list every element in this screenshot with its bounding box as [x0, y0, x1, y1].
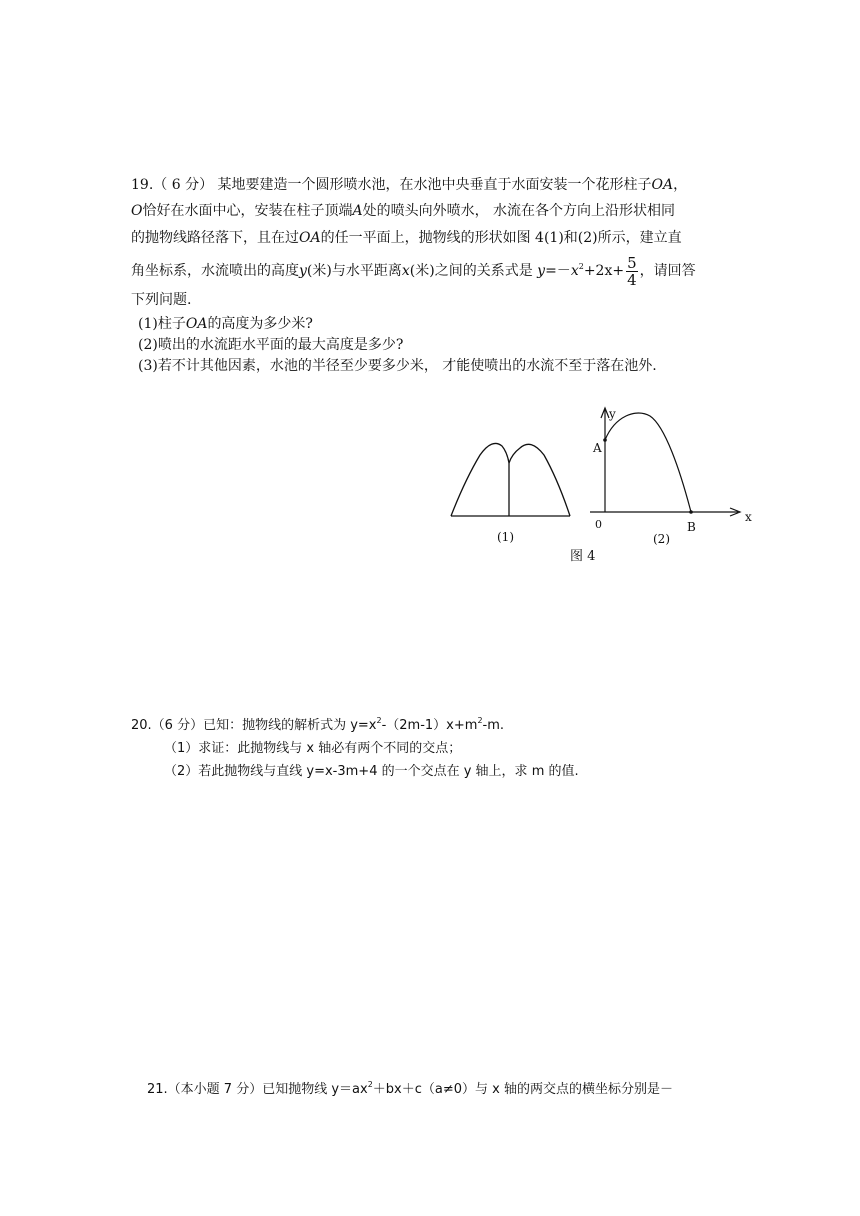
- q21-line-1: 21.（本小题 7 分）已知抛物线 $y=ax^2+bx+c(a\ne 0)$与 x 轴的两交点的横坐标分别是－: [147, 1080, 673, 1097]
- q20-part-1: （1）求证：此抛物线与 x 轴必有两个不同的交点；: [164, 741, 462, 756]
- o-label: O: [131, 203, 143, 219]
- q19-text: (米)与水平距离: [306, 263, 402, 279]
- q19-part-1: (1)柱子OA的高度为多少米?: [138, 316, 313, 332]
- figure-1-label: (1): [497, 530, 514, 544]
- parabola: [605, 413, 691, 512]
- fraction: $\frac{5}{4}$: [627, 253, 637, 289]
- q19-line-3: [131, 228, 682, 248]
- q20-line-1: 20.（6 分）已知：抛物线的解析式为 $y=x^2-(2m-1)x+m^2-m$.: [131, 716, 505, 733]
- q19-header: 19.（ 6 分） 某地要建造一个圆形喷水池，在水池中央垂直于水面安装一个花形柱子: [131, 177, 652, 193]
- q19-text: 的任一平面上，抛物线的形状如图 4(1)和(2)所示，建立直: [320, 230, 682, 246]
- q19-line-2: [131, 201, 675, 221]
- origin-label: 0: [595, 518, 602, 531]
- q19-part-2: (2)喷出的水流距水平面的最大高度是多少?: [138, 337, 404, 353]
- figure-4: [440, 400, 770, 570]
- point-a-dot: [603, 438, 607, 442]
- point-a-label: A: [593, 441, 602, 455]
- q19-line-5: 下列问题.: [131, 292, 192, 308]
- q19-text: (米)之间的关系式是: [409, 263, 533, 279]
- q19-text: 恰好在水面中心，安装在柱子顶端: [142, 203, 353, 219]
- figure-2-graph: [590, 408, 740, 516]
- q19-line-1: [131, 175, 687, 195]
- q19-part-3: (3)若不计其他因素，水池的半径至少要多少米， 才能使喷出的水流不至于落在池外.: [138, 358, 657, 374]
- a-label: A: [352, 203, 363, 219]
- q19-text: 角坐标系，水流喷出的高度: [131, 263, 299, 279]
- comma: ，: [673, 177, 688, 193]
- oa-label: OA: [651, 177, 674, 193]
- q20-part-2: （2）若此抛物线与直线 y=x-3m+4 的一个交点在 y 轴上，求 m 的值.: [164, 764, 579, 779]
- point-b-dot: [689, 510, 693, 514]
- var-y: y: [299, 263, 307, 279]
- q19-text: 的抛物线路径落下，且在过: [131, 230, 299, 246]
- figure-2-label: (2): [653, 532, 670, 546]
- var-x: x: [401, 263, 410, 279]
- figure-caption: 图 4: [570, 549, 596, 564]
- q19-text: 处的喷头向外喷水， 水流在各个方向上沿形状相同: [362, 203, 676, 219]
- q19-line-4: [131, 253, 696, 289]
- point-b-label: B: [687, 520, 696, 534]
- y-axis-label: y: [609, 407, 616, 421]
- oa-label: OA: [299, 230, 321, 246]
- formula: $y=-x^2+2x+$ $\frac{5}{4}$: [537, 253, 637, 289]
- q19-text: ，请回答: [639, 263, 696, 279]
- figure-1-fountain: [451, 443, 570, 516]
- x-axis-label: x: [745, 510, 752, 524]
